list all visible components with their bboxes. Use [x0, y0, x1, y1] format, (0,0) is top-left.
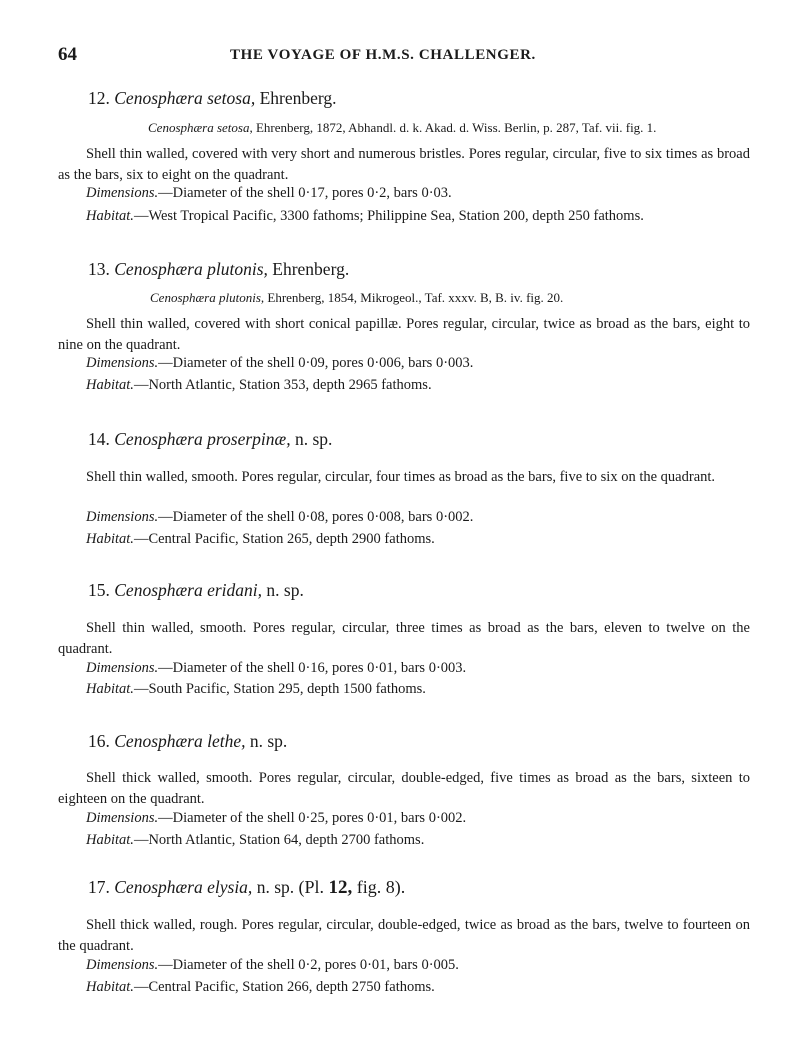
dimensions-line: [86, 810, 466, 827]
species-number: 14.: [88, 429, 110, 449]
habitat-line: [86, 681, 426, 698]
species-name: Cenosphæra proserpinæ,: [114, 429, 291, 449]
habitat-label: Habitat.: [86, 531, 134, 547]
description: Shell thick walled, smooth. Pores regular, circular, double-edged, five times as broad as the bars, sixteen to eighteen on the quadrant.: [58, 770, 750, 807]
species-heading: [88, 429, 332, 450]
species-heading: [88, 877, 405, 899]
species-number: 16.: [88, 731, 110, 751]
habitat-label: Habitat.: [86, 681, 134, 697]
habitat-line: [86, 979, 435, 996]
dimensions-label: Dimensions.: [86, 355, 159, 371]
page-header: [58, 44, 758, 68]
dimensions-label: Dimensions.: [86, 660, 159, 676]
dimensions-line: [86, 355, 473, 372]
habitat-line: [86, 531, 435, 548]
species-heading: [88, 88, 337, 109]
page-number: 64: [58, 44, 77, 65]
species-name: Cenosphæra setosa,: [114, 88, 256, 108]
habitat-label: Habitat.: [86, 979, 134, 995]
habitat-line: [86, 832, 424, 849]
plate-figure: fig. 8).: [356, 877, 406, 897]
species-author: Ehrenberg.: [272, 259, 350, 279]
dimensions-text: —Diameter of the shell 0·17, pores 0·2, bars 0·03.: [158, 185, 452, 201]
dimensions-label: Dimensions.: [86, 185, 159, 201]
dimensions-text: —Diameter of the shell 0·2, pores 0·01, bars 0·005.: [158, 957, 459, 973]
dimensions-label: Dimensions.: [86, 509, 159, 525]
species-heading: [88, 580, 304, 601]
species-number: 12.: [88, 88, 110, 108]
dimensions-text: —Diameter of the shell 0·08, pores 0·008, bars 0·002.: [158, 509, 474, 525]
dimensions-label: Dimensions.: [86, 957, 159, 973]
habitat-text: —Central Pacific, Station 265, depth 2900 fathoms.: [133, 531, 435, 547]
dimensions-line: [86, 660, 466, 677]
species-heading: [88, 259, 349, 280]
description: Shell thin walled, smooth. Pores regular, circular, three times as broad as the bars, eleven to twelve on the quadrant.: [58, 620, 750, 657]
dimensions-text: —Diameter of the shell 0·09, pores 0·006, bars 0·003.: [158, 355, 474, 371]
habitat-line: [86, 377, 432, 394]
plate-number: 12,: [328, 877, 353, 898]
habitat-text: —West Tropical Pacific, 3300 fathoms; Philippine Sea, Station 200, depth 250 fathoms.: [133, 208, 644, 224]
dimensions-line: [86, 509, 473, 526]
citation-text: Ehrenberg, 1854, Mikrogeol., Taf. xxxv. B, B. iv. fig. 20.: [267, 290, 564, 305]
species-number: 17.: [88, 877, 110, 897]
description: Shell thin walled, covered with very short and numerous bristles. Pores regular, circular, five to six times as broad as the bars, six to eight on the quadrant.: [58, 146, 750, 183]
dimensions-line: [86, 957, 459, 974]
plate-open: (Pl.: [298, 877, 325, 897]
habitat-text: —South Pacific, Station 295, depth 1500 fathoms.: [133, 681, 426, 697]
citation-name: Cenosphæra plutonis,: [150, 290, 265, 305]
plate-reference: [299, 877, 406, 897]
habitat-text: —Central Pacific, Station 266, depth 2750 fathoms.: [133, 979, 435, 995]
habitat-text: —North Atlantic, Station 64, depth 2700 fathoms.: [133, 832, 425, 848]
dimensions-text: —Diameter of the shell 0·16, pores 0·01, bars 0·003.: [158, 660, 467, 676]
species-number: 13.: [88, 259, 110, 279]
citation: [150, 290, 563, 306]
species-heading: [88, 731, 287, 752]
habitat-text: —North Atlantic, Station 353, depth 2965 fathoms.: [133, 377, 432, 393]
species-name: Cenosphæra lethe,: [114, 731, 246, 751]
species-name: Cenosphæra elysia,: [114, 877, 253, 897]
running-title: THE VOYAGE OF H.M.S. CHALLENGER.: [230, 47, 536, 63]
species-author: Ehrenberg.: [259, 88, 337, 108]
species-name: Cenosphæra eridani,: [114, 580, 263, 600]
species-name: Cenosphæra plutonis,: [114, 259, 268, 279]
description: Shell thick walled, rough. Pores regular, circular, double-edged, twice as broad as the bars, twelve to fourteen on the quadrant.: [58, 917, 750, 954]
habitat-label: Habitat.: [86, 377, 134, 393]
citation-name: Cenosphæra setosa,: [148, 120, 253, 135]
species-number: 15.: [88, 580, 110, 600]
citation: [148, 120, 656, 136]
species-author: n. sp.: [256, 877, 295, 897]
description: Shell thin walled, smooth. Pores regular, circular, four times as broad as the bars, five to six on the quadrant.: [86, 469, 716, 485]
habitat-label: Habitat.: [86, 208, 134, 224]
species-author: n. sp.: [294, 429, 333, 449]
species-author: n. sp.: [266, 580, 304, 600]
habitat-label: Habitat.: [86, 832, 134, 848]
habitat-line: [86, 208, 644, 225]
description: Shell thin walled, covered with short conical papillæ. Pores regular, circular, twice as broad as the bars, eight to nine on the quadrant.: [58, 316, 750, 353]
citation-text: Ehrenberg, 1872, Abhandl. d. k. Akad. d. Wiss. Berlin, p. 287, Taf. vii. fig. 1.: [255, 120, 657, 135]
dimensions-text: —Diameter of the shell 0·25, pores 0·01, bars 0·002.: [158, 810, 467, 826]
dimensions-label: Dimensions.: [86, 810, 159, 826]
species-author: n. sp.: [249, 731, 288, 751]
dimensions-line: [86, 185, 452, 202]
